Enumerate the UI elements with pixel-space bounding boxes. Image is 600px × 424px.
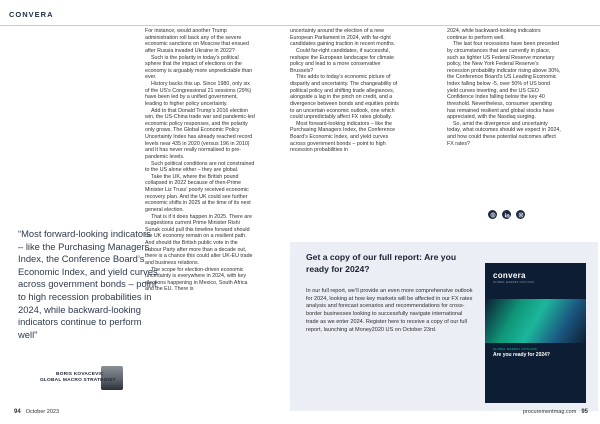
paragraph: The last four recessions have been preceded by circumstances that are currently in place, such as tighter US Federal Reserve monetary policy, the New York Federal Reserve’s recession probability indicator rising above 30%, the Conference Board’s US Leading Economic Index falling below -5, over 50% of US bond yield curves inverting, and the US CEO Confidence Index falling below the key 40 threshold. Nevertheless, consumer spending has remained resilient and global stocks have appreciated, with the Nasdaq surging. (447, 41, 561, 121)
article-column-2 (290, 28, 402, 154)
linkedin-icon[interactable] (502, 210, 511, 219)
paragraph: Take the UK, where the British pound collapsed in 2022 because of then-Prime Minister Liz Truss’ poorly received economic recovery plan. And the UK could see further economic shifts in 2025 at the time of its next general election. (145, 173, 251, 213)
footer-site[interactable]: procurementmag.com (522, 409, 577, 415)
paragraph: This adds to today’s economic picture of disparity and uncertainty. The changeability of political policy and shifting trade allegiances, alongside a lag in the pinch on credit, and a divergence between bonds and equities points to an uncertain economic outlook, one which could unpredictably affect FX rates globally. (290, 74, 399, 121)
promo-title: Get a copy of our full report: Are you ready for 2024? (306, 252, 457, 274)
instagram-icon[interactable] (516, 210, 525, 219)
author-name: BORIS KOVACEVIC (56, 372, 104, 377)
paragraph: Such is the polarity in today’s political sphere that the impact of elections on the economy is arguably more unpredictable than ever. (145, 54, 253, 81)
article-column-1 (145, 28, 255, 293)
footer-right (523, 409, 588, 415)
brand-logo: CONVERA (9, 10, 54, 19)
article-column-3 (447, 28, 561, 147)
social-links (488, 210, 525, 219)
paragraph: So, amid the divergence and uncertainty today, what outcomes should we expect in 2024, and how could these potential outcomes affect FX rates? (447, 120, 561, 147)
paragraph: History backs this up. Since 1980, only six of the US’s Congressional 21 sessions (29%) have been led by a unified government, leading to higher policy uncertainty. (145, 81, 252, 107)
footer-left (14, 409, 59, 415)
cover-subtitle: GLOBAL MARKET OUTLOOK (493, 281, 535, 284)
paragraph: Could far-right candidates, if successful, reshape the European landscape for climate policy and lead to a more conservative Brussels? (290, 47, 394, 74)
page-number-left: 94 (14, 409, 21, 415)
cover-title: Are you ready for 2024? (493, 352, 550, 358)
globe-icon[interactable] (488, 210, 497, 219)
pull-quote: “Most forward-looking indicators – like the Purchasing Managers Index, the Conference Board’s Economic Index, and yield curves across government bonds – point to high recession probabilities in 2024, while backward-looking indicators continue to perform well” (18, 228, 158, 340)
paragraph: uncertainty around the election of a new European Parliament in 2024, with far-right candidates gaining traction in recent months. (290, 28, 396, 48)
cover-tag: GLOBAL MARKET OUTLOOK (493, 347, 538, 351)
paragraph: That is if it does happen in 2025. There are suggestions current Prime Minister Rishi Sunak could pull this timeline forward should the UK economy remain on a resilient path. And should the British public vote in the Labour Party after more than a decade out, there is a chance this could alter UK-EU trade and business relations. (145, 213, 253, 266)
report-cover-image[interactable] (485, 263, 586, 403)
cover-logo: convera (493, 271, 526, 280)
report-promo-box[interactable] (290, 242, 598, 411)
paragraph: 2024, while backward-looking indicators continue to perform well. (447, 28, 541, 41)
cover-graphic (485, 299, 586, 343)
paragraph: Such political conditions are not constrained to the US alone either – they are global. (145, 160, 255, 174)
paragraph: Add to that Donald Trump’s 2016 election win, the US-China trade war and pandemic-led economic policy responses, and the polarity only grows. The Global Economic Policy Uncertainty Index has already reached record levels near 435 in 2020 (versus 196 in 2010) and it has never really normalised to pre-pandemic levels. (145, 107, 255, 160)
footer-date: October 2023 (25, 409, 60, 415)
page-number-right: 95 (581, 409, 588, 415)
header-divider (0, 25, 600, 26)
paragraph: The scope for election-driven economic uncertainty is everywhere in 2024, with key elections happening in Mexico, South Africa and the EU. There is (145, 266, 248, 293)
paragraph: For instance, would another Trump administration roll back any of the severe economic sanctions on Moscow that ensued after Russia invaded Ukraine in 2022? (145, 28, 249, 54)
promo-body: In our full report, we’ll provide an even more comprehensive outlook for 2024, looking at how key markets will be affected in our FX rates analysis and forecast scenarios and recommendations for cross-border businesses looking to successfully navigate international trade as we enter 2024. Register here to receive a copy of our full report, launching at Money2020 US on October 23rd. (306, 288, 473, 333)
paragraph: Most forward-looking indicators – like the Purchasing Managers Index, the Conference Board’s Economic Index, and yield curves across government bonds – point to high recession probabilities in (290, 120, 396, 154)
author-title: GLOBAL MACRO STRATEGIST (40, 378, 116, 383)
